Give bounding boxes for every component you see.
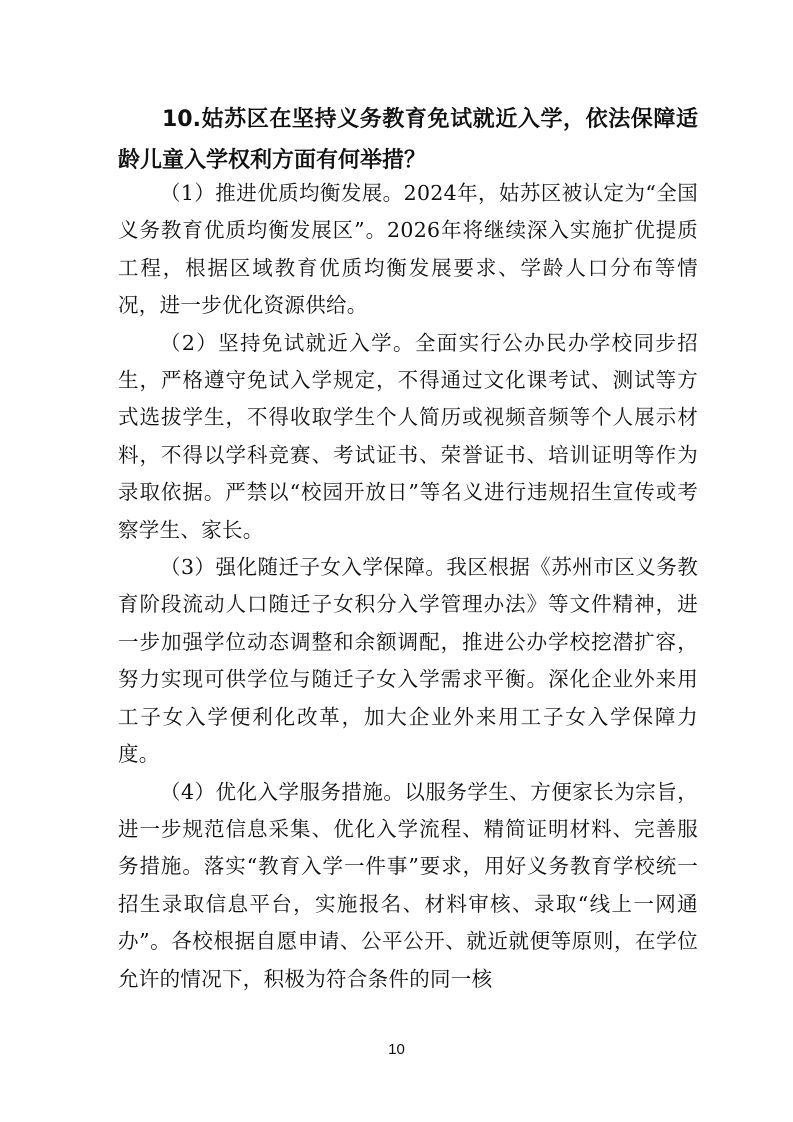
paragraph-enrollment-services: （4）优化入学服务措施。以服务学生、方便家长为宗旨，进一步规范信息采集、优化入学流程、精简证明材料、完善服务措施。落实“教育入学一件事”要求，用好义务教育学校统一招生录取信息平台，实施报名、材料审核、录取“线上一网通办”。各校根据自愿申请、公平公开、就近就便等原则，在学位允许的情况下，积极为符合条件的同一核 <box>118 779 698 991</box>
question-heading: 10.姑苏区在坚持义务教育免试就近入学，依法保障适龄儿童入学权利方面有何举措？ <box>118 107 698 173</box>
page-number: 10 <box>388 1041 405 1058</box>
paragraph-exam-free-enrollment: （2）坚持免试就近入学。全面实行公办民办学校同步招生，严格遵守免试入学规定，不得通过文化课考试、测试等方式选拔学生，不得收取学生个人简历或视频音频等个人展示材料，不得以学科竞赛、考试证书、荣誉证书、培训证明等作为录取依据。严禁以“校园开放日”等名义进行违规招生宣传或考察学生、家长。 <box>118 330 698 542</box>
paragraph-migrant-children: （3）强化随迁子女入学保障。我区根据《苏州市区义务教育阶段流动人口随迁子女积分入学管理办法》等文件精神，进一步加强学位动态调整和余额调配，推进公办学校挖潜扩容，努力实现可供学位与随迁子女入学需求平衡。深化企业外来用工子女入学便利化改革，加大企业外来用工子女入学保障力度。 <box>118 555 698 767</box>
paragraph-quality-balance: （1）推进优质均衡发展。2024年，姑苏区被认定为“全国义务教育优质均衡发展区”。2026年将继续深入实施扩优提质工程，根据区域教育优质均衡发展要求、学龄人口分布等情况，进一步优化资源供给。 <box>118 181 698 318</box>
answer-body <box>118 175 698 998</box>
